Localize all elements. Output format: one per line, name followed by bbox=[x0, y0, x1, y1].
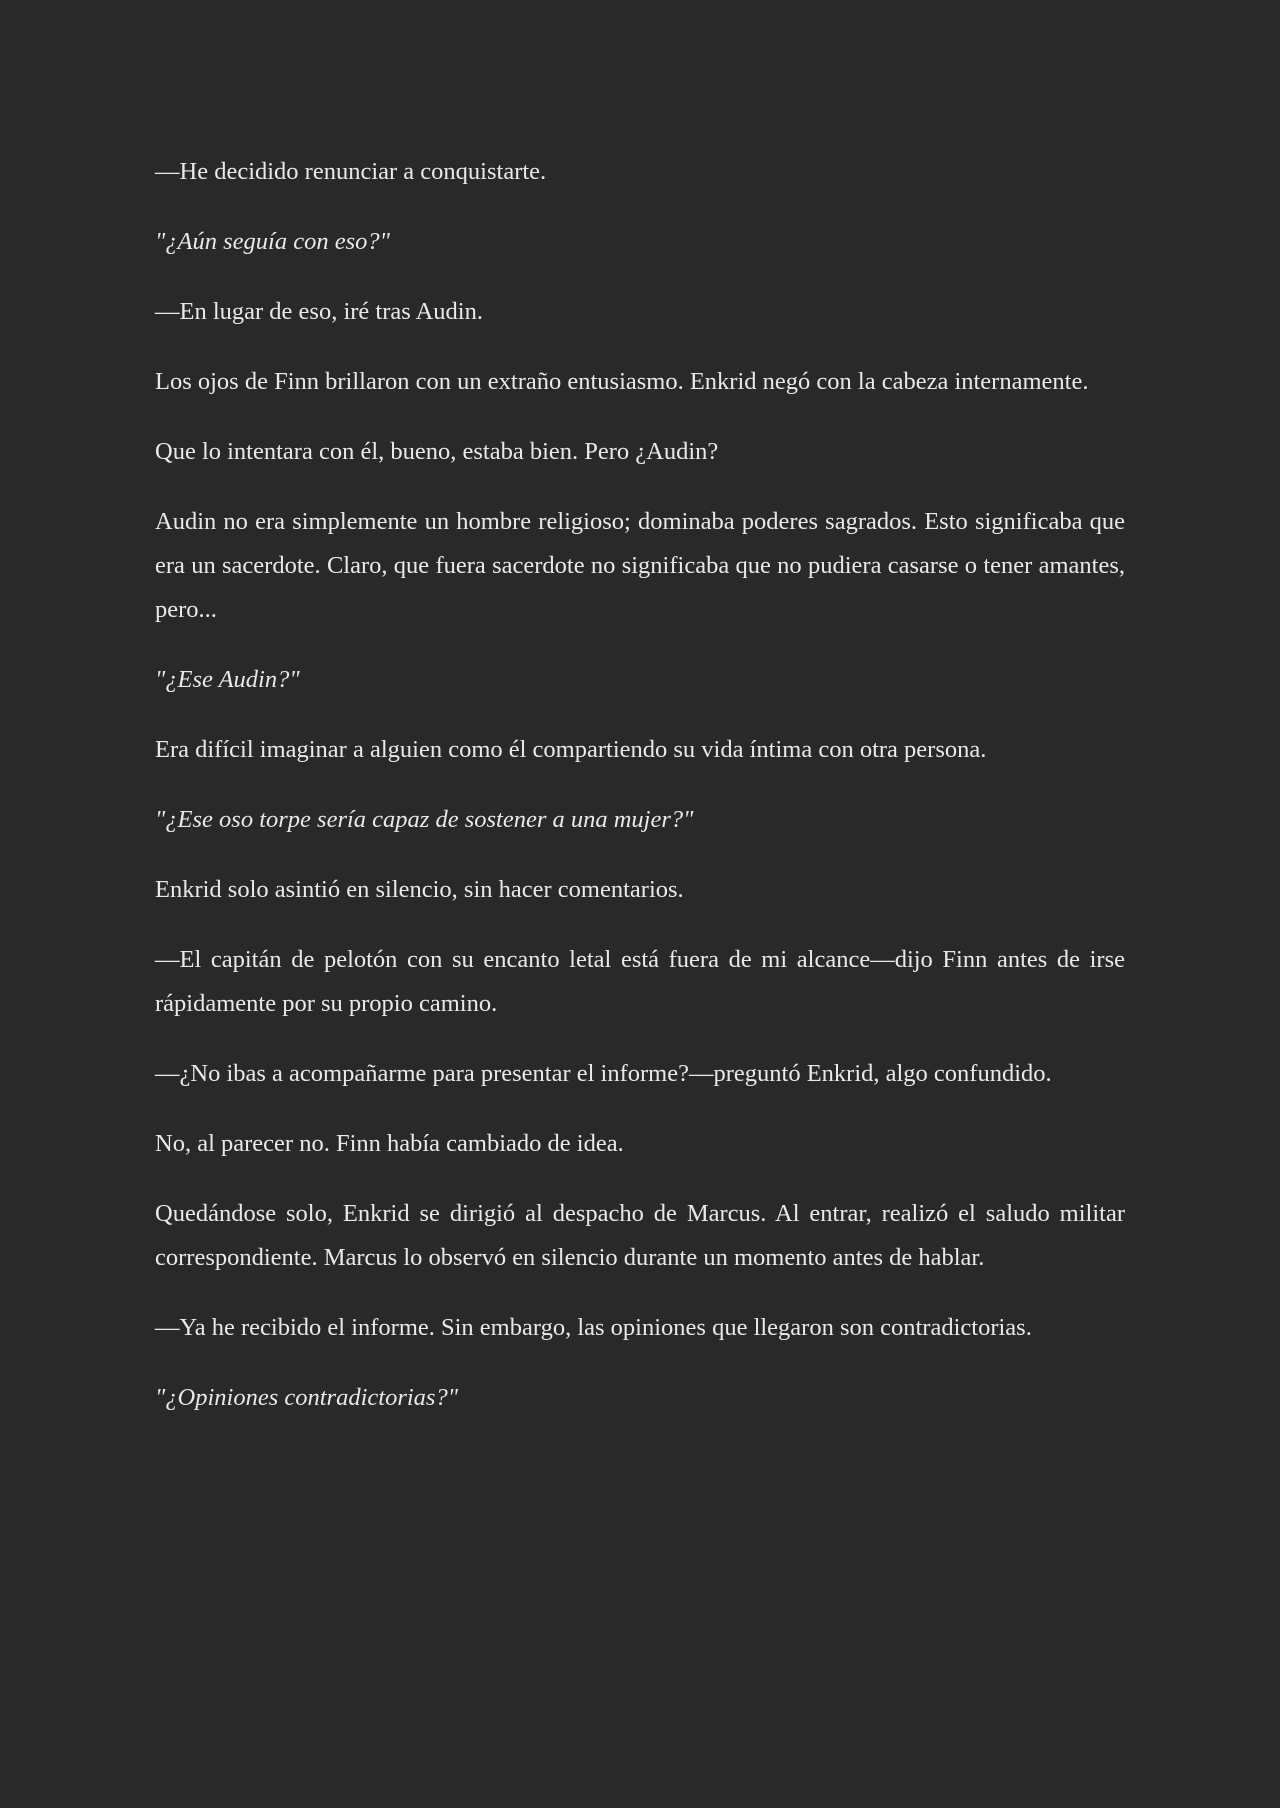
dialogue-paragraph: —¿No ibas a acompañarme para presentar el informe?—preguntó Enkrid, algo confundido. bbox=[155, 1060, 1052, 1087]
narration-paragraph: Era difícil imaginar a alguien como él compartiendo su vida íntima con otra persona. bbox=[155, 736, 987, 763]
thought-paragraph: "¿Ese Audin?" bbox=[155, 666, 300, 693]
dialogue-paragraph: —He decidido renunciar a conquistarte. bbox=[155, 158, 547, 185]
thought-paragraph: "¿Ese oso torpe sería capaz de sostener a una mujer?" bbox=[155, 806, 694, 833]
reader-content bbox=[155, 150, 1125, 1446]
dialogue-paragraph: —En lugar de eso, iré tras Audin. bbox=[155, 298, 483, 325]
dialogue-paragraph: —El capitán de pelotón con su encanto letal está fuera de mi alcance—dijo Finn antes de irse rápidamente por su propio camino. bbox=[155, 946, 1125, 1017]
narration-paragraph: Audin no era simplemente un hombre religioso; dominaba poderes sagrados. Esto significaba que era un sacerdote. Claro, que fuera sacerdote no significaba que no pudiera casarse o tener amantes, pero... bbox=[155, 508, 1125, 623]
narration-paragraph: Que lo intentara con él, bueno, estaba bien. Pero ¿Audin? bbox=[155, 438, 719, 465]
narration-paragraph: No, al parecer no. Finn había cambiado de idea. bbox=[155, 1130, 624, 1157]
narration-paragraph: Los ojos de Finn brillaron con un extraño entusiasmo. Enkrid negó con la cabeza internamente. bbox=[155, 368, 1089, 395]
dialogue-paragraph: —Ya he recibido el informe. Sin embargo, las opiniones que llegaron son contradictorias. bbox=[155, 1314, 1032, 1341]
narration-paragraph: Enkrid solo asintió en silencio, sin hacer comentarios. bbox=[155, 876, 684, 903]
narration-paragraph: Quedándose solo, Enkrid se dirigió al despacho de Marcus. Al entrar, realizó el saludo militar correspondiente. Marcus lo observó en silencio durante un momento antes de hablar. bbox=[155, 1200, 1125, 1271]
thought-paragraph: "¿Opiniones contradictorias?" bbox=[155, 1384, 458, 1411]
thought-paragraph: "¿Aún seguía con eso?" bbox=[155, 228, 390, 255]
